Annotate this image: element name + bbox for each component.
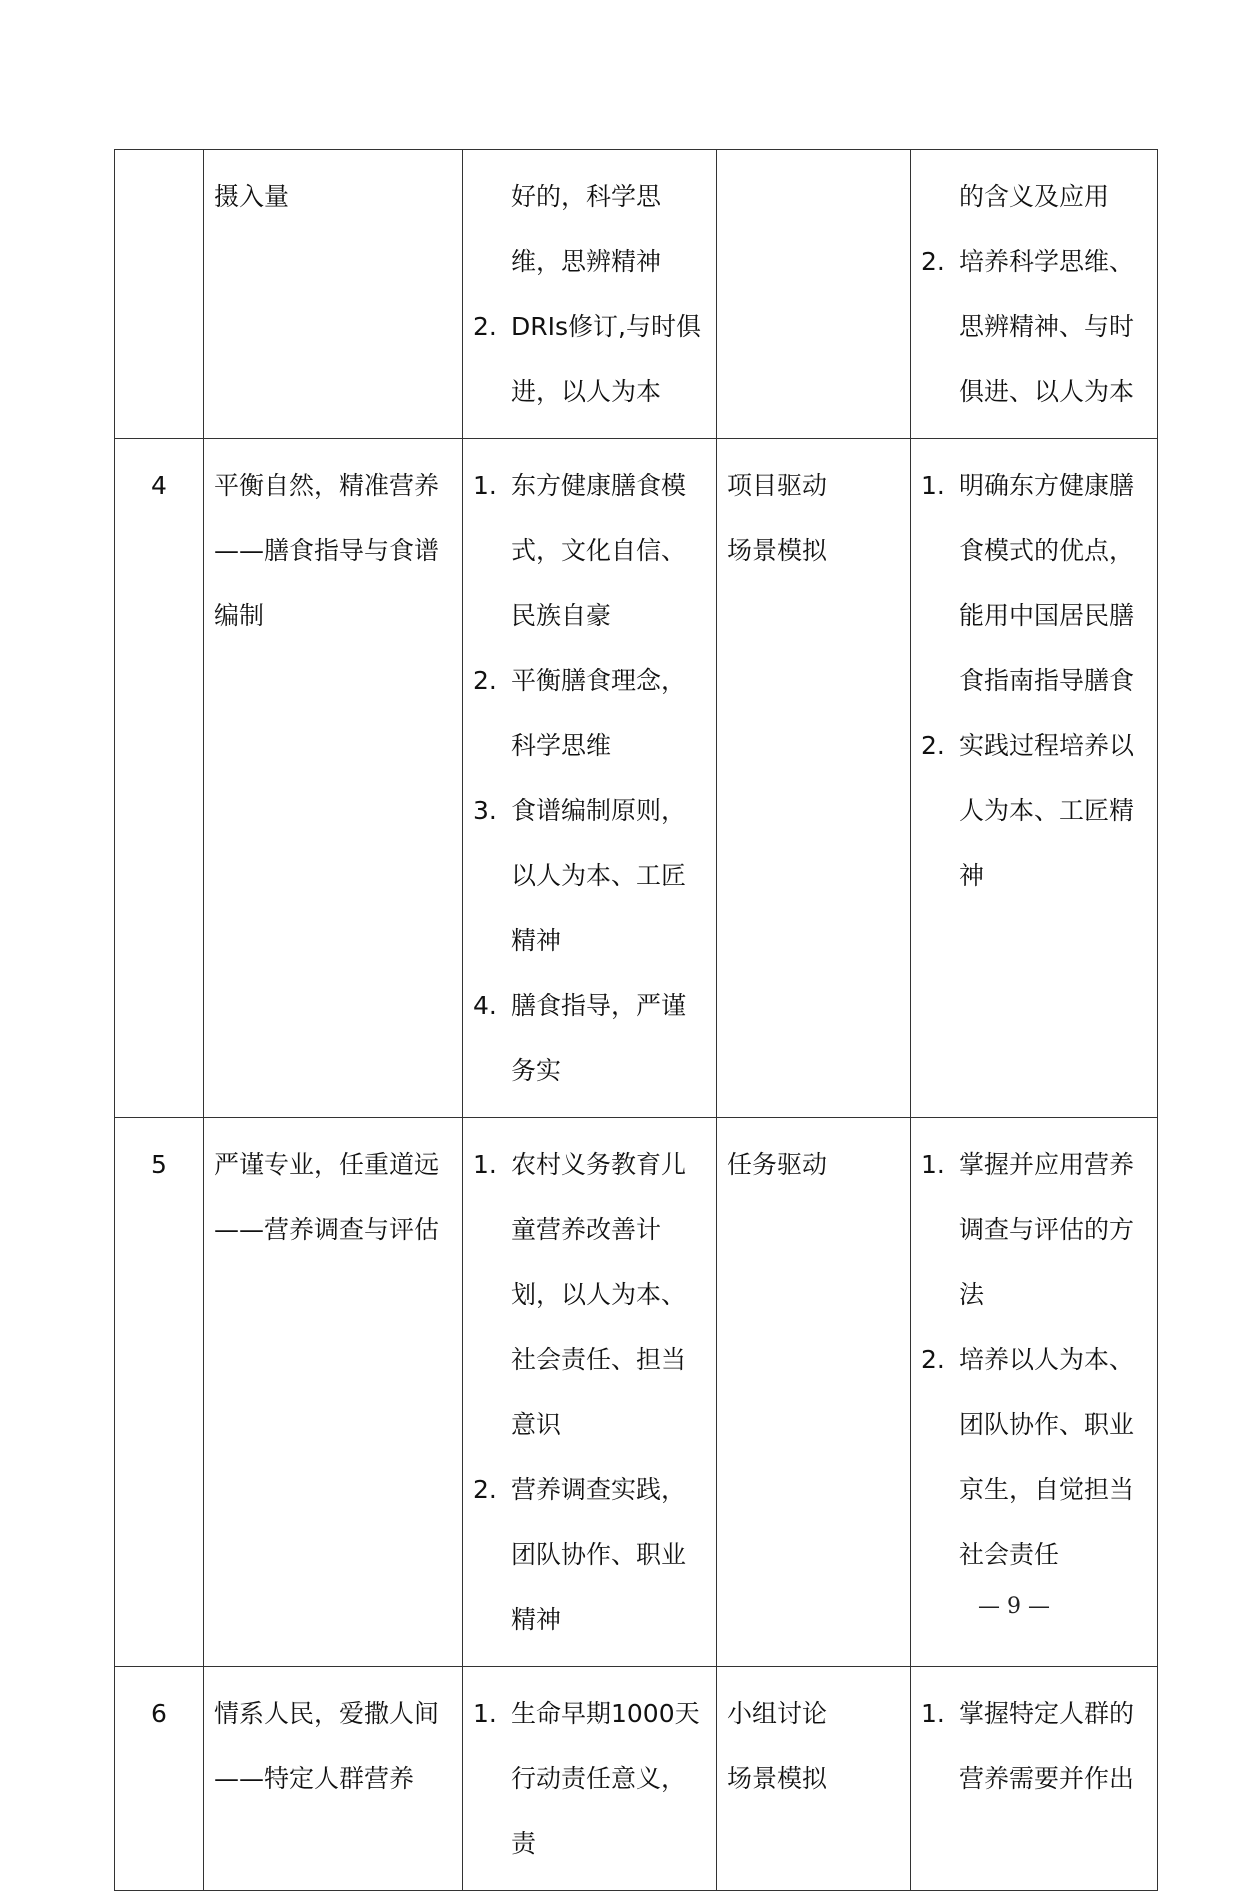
table-row bbox=[115, 1667, 1158, 1891]
list-item bbox=[473, 1681, 706, 1876]
row-number-cell bbox=[115, 1118, 204, 1667]
item-index bbox=[473, 164, 511, 294]
item-index: 1. bbox=[921, 1699, 945, 1728]
table-body bbox=[115, 150, 1158, 1891]
list-item bbox=[921, 1327, 1147, 1587]
item-index: 2. bbox=[473, 666, 497, 695]
objectives-cell bbox=[911, 1118, 1158, 1667]
row-number-cell bbox=[115, 439, 204, 1118]
row-number: 5 bbox=[151, 1150, 167, 1179]
list-item bbox=[473, 1132, 706, 1457]
teaching-method: 项目驱动 场景模拟 bbox=[727, 471, 828, 565]
item-text: 培养科学思维、思辨精神、与时俱进、以人为本 bbox=[959, 247, 1135, 406]
list-item bbox=[473, 1457, 706, 1652]
content-list bbox=[473, 453, 706, 1103]
objectives-list bbox=[921, 453, 1147, 908]
ideological-content-cell bbox=[463, 439, 717, 1118]
row-number-cell bbox=[115, 150, 204, 439]
list-item bbox=[473, 164, 706, 294]
list-item bbox=[473, 973, 706, 1103]
row-number: 4 bbox=[151, 471, 167, 500]
teaching-method-cell bbox=[717, 439, 911, 1118]
objectives-cell bbox=[911, 1667, 1158, 1891]
item-text: 东方健康膳食模式，文化自信、民族自豪 bbox=[511, 471, 687, 630]
topic-title: 平衡自然，精准营养——膳食指导与食谱编制 bbox=[214, 471, 440, 630]
table-row bbox=[115, 150, 1158, 439]
topic-title: 摄入量 bbox=[214, 182, 290, 211]
content-list bbox=[473, 164, 706, 424]
item-text: 好的，科学思维，思辨精神 bbox=[511, 182, 662, 276]
list-item bbox=[473, 648, 706, 778]
objectives-cell bbox=[911, 150, 1158, 439]
item-index: 1. bbox=[921, 1150, 945, 1179]
teaching-method-cell bbox=[717, 1118, 911, 1667]
item-index: 2. bbox=[473, 312, 497, 341]
item-index: 1. bbox=[921, 471, 945, 500]
teaching-method-cell bbox=[717, 150, 911, 439]
curriculum-table bbox=[114, 149, 1158, 1891]
row-number-cell bbox=[115, 1667, 204, 1891]
item-index: 3. bbox=[473, 796, 497, 825]
item-text: 培养以人为本、团队协作、职业京生，自觉担当社会责任 bbox=[959, 1345, 1135, 1569]
content-list bbox=[473, 1132, 706, 1652]
item-text: 掌握并应用营养调查与评估的方法 bbox=[959, 1150, 1135, 1309]
item-text: 的含义及应用 bbox=[959, 182, 1110, 211]
teaching-method-cell bbox=[717, 1667, 911, 1891]
row-number: 6 bbox=[151, 1699, 167, 1728]
list-item bbox=[921, 453, 1147, 713]
page-number: — 9 — bbox=[978, 1594, 1050, 1619]
item-index: 4. bbox=[473, 991, 497, 1020]
topic-title-cell bbox=[204, 1118, 463, 1667]
item-index: 2. bbox=[921, 731, 945, 760]
topic-title-cell bbox=[204, 1667, 463, 1891]
content-list bbox=[473, 1681, 706, 1876]
topic-title-cell bbox=[204, 150, 463, 439]
list-item bbox=[921, 164, 1147, 229]
list-item bbox=[921, 1681, 1147, 1811]
ideological-content-cell bbox=[463, 1118, 717, 1667]
item-text: 掌握特定人群的营养需要并作出 bbox=[959, 1699, 1135, 1793]
item-text: 营养调查实践，团队协作、职业精神 bbox=[511, 1475, 687, 1634]
objectives-list bbox=[921, 1681, 1147, 1811]
item-text: 农村义务教育儿童营养改善计划，以人为本、社会责任、担当意识 bbox=[511, 1150, 687, 1439]
page-number-footer bbox=[0, 1594, 1240, 1619]
list-item bbox=[921, 1132, 1147, 1327]
item-index: 1. bbox=[473, 1699, 497, 1728]
item-text: 膳食指导，严谨务实 bbox=[511, 991, 687, 1085]
topic-title-cell bbox=[204, 439, 463, 1118]
item-text: 实践过程培养以人为本、工匠精神 bbox=[959, 731, 1135, 890]
list-item bbox=[473, 453, 706, 648]
item-text: 生命早期1000天行动责任意义，责 bbox=[511, 1699, 700, 1858]
table-row bbox=[115, 439, 1158, 1118]
item-index: 1. bbox=[473, 1150, 497, 1179]
list-item bbox=[473, 294, 706, 424]
objectives-cell bbox=[911, 439, 1158, 1118]
item-text: 明确东方健康膳食模式的优点，能用中国居民膳食指南指导膳食 bbox=[959, 471, 1135, 695]
list-item bbox=[921, 713, 1147, 908]
topic-title: 严谨专业，任重道远——营养调查与评估 bbox=[214, 1150, 440, 1244]
item-index: 1. bbox=[473, 471, 497, 500]
item-text: DRIs修订,与时俱进，以人为本 bbox=[511, 312, 701, 406]
item-index: 2. bbox=[473, 1475, 497, 1504]
item-text: 食谱编制原则，以人为本、工匠精神 bbox=[511, 796, 687, 955]
objectives-list bbox=[921, 1132, 1147, 1587]
topic-title: 情系人民，爱撒人间——特定人群营养 bbox=[214, 1699, 440, 1793]
objectives-list bbox=[921, 164, 1147, 424]
teaching-method: 小组讨论 场景模拟 bbox=[727, 1699, 828, 1793]
list-item bbox=[921, 229, 1147, 424]
table-row bbox=[115, 1118, 1158, 1667]
item-index bbox=[921, 164, 959, 229]
item-index: 2. bbox=[921, 1345, 945, 1374]
teaching-method: 任务驱动 bbox=[727, 1150, 828, 1179]
list-item bbox=[473, 778, 706, 973]
ideological-content-cell bbox=[463, 150, 717, 439]
item-index: 2. bbox=[921, 247, 945, 276]
ideological-content-cell bbox=[463, 1667, 717, 1891]
item-text: 平衡膳食理念，科学思维 bbox=[511, 666, 687, 760]
